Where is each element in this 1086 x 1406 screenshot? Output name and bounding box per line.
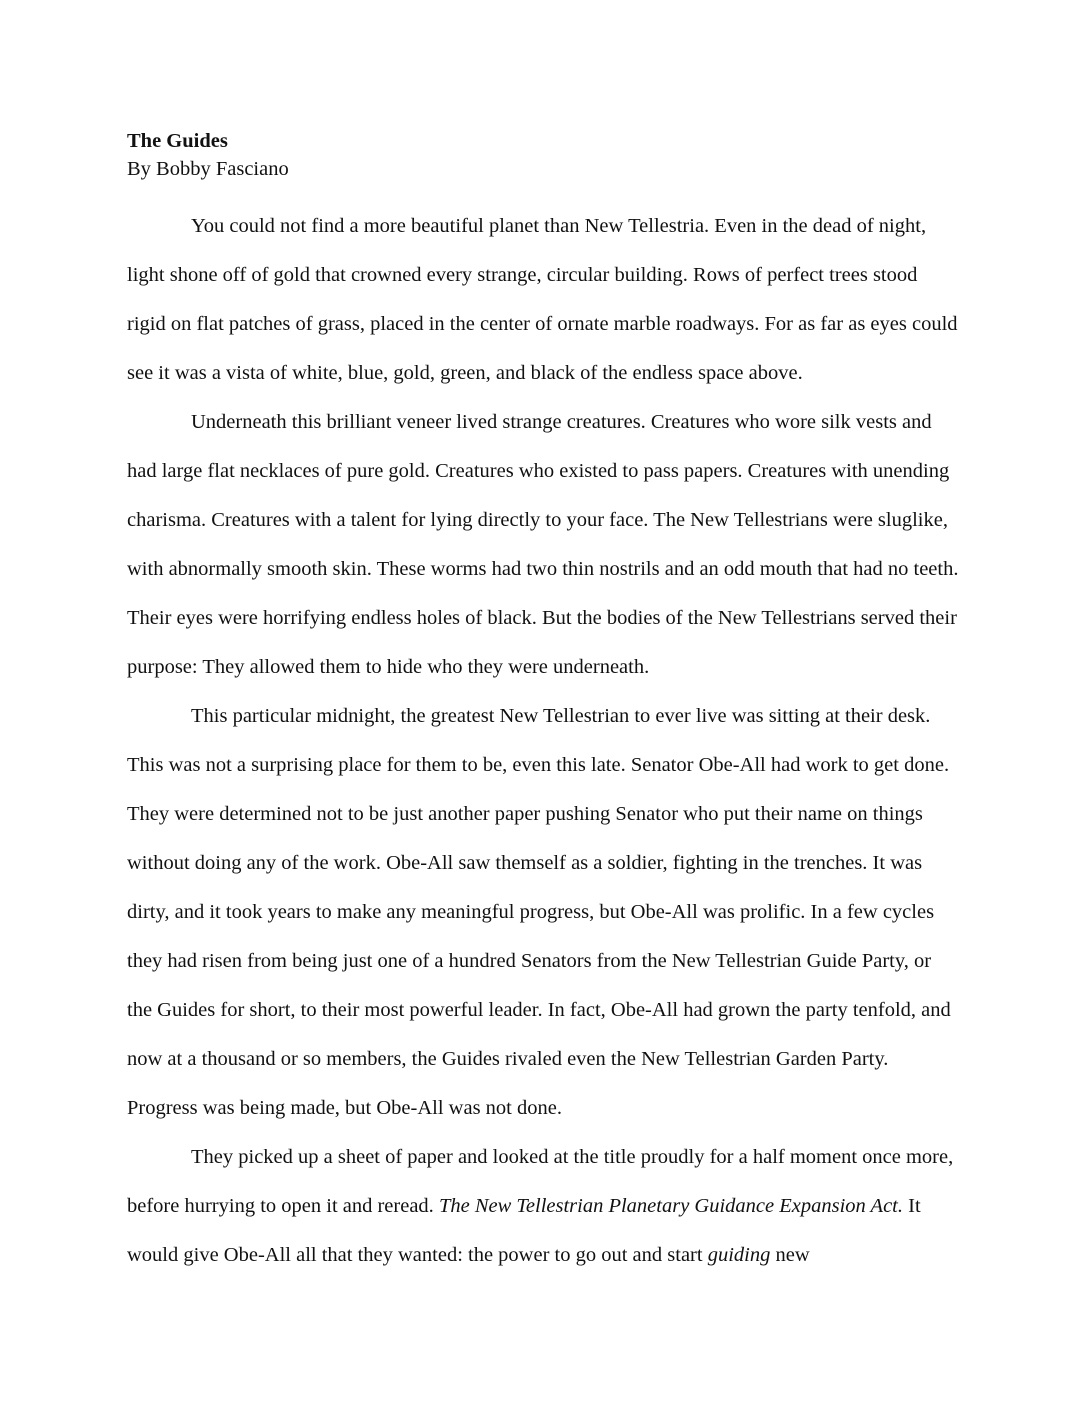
paragraph-4 bbox=[127, 1133, 959, 1280]
paragraph-4-text-a: They picked up a sheet of paper and looked at the title proudly for a half moment once more, before hurrying to open it and reread. bbox=[127, 1146, 954, 1217]
paragraph-4-text-b: It would give Obe-All all that they wanted: the power to go out and start bbox=[127, 1195, 921, 1266]
emphasis-guiding: guiding bbox=[707, 1244, 771, 1266]
act-title: The New Tellestrian Planetary Guidance Expansion Act. bbox=[438, 1195, 903, 1217]
story-title: The Guides bbox=[127, 130, 228, 152]
paragraph-4-text-c: new bbox=[770, 1244, 810, 1266]
paragraph-1: You could not find a more beautiful planet than New Tellestria. Even in the dead of night, light shone off of gold that crowned every strange, circular building. Rows of perfect trees stood rigid on flat patches of grass, placed in the center of ornate marble roadways. For as far as eyes could see it was a vista of white, blue, gold, green, and black of the endless space above. bbox=[127, 215, 958, 384]
paragraph-2: Underneath this brilliant veneer lived strange creatures. Creatures who wore silk vests and had large flat necklaces of pure gold. Creatures who existed to pass papers. Creatures with unending charisma. Creatures with a talent for lying directly to your face. The New Tellestrians were sluglike, with abnormally smooth skin. These worms had two thin nostrils and an odd mouth that had no teeth. Their eyes were horrifying endless holes of black. But the bodies of the New Tellestrians served their purpose: They allowed them to hide who they were underneath. bbox=[127, 411, 959, 678]
paragraph-3: This particular midnight, the greatest New Tellestrian to ever live was sitting at their desk. This was not a surprising place for them to be, even this late. Senator Obe-All had work to get done. They were determined not to be just another paper pushing Senator who put their name on things without doing any of the work. Obe-All saw themself as a soldier, fighting in the trenches. It was dirty, and it took years to make any meaningful progress, but Obe-All was prolific. In a few cycles they had risen from being just one of a hundred Senators from the New Tellestrian Guide Party, or the Guides for short, to their most powerful leader. In fact, Obe-All had grown the party tenfold, and now at a thousand or so members, the Guides rivaled even the New Tellestrian Garden Party. Progress was being made, but Obe-All was not done. bbox=[127, 705, 951, 1119]
document-body bbox=[127, 127, 959, 1280]
story-byline: By Bobby Fasciano bbox=[127, 158, 289, 180]
